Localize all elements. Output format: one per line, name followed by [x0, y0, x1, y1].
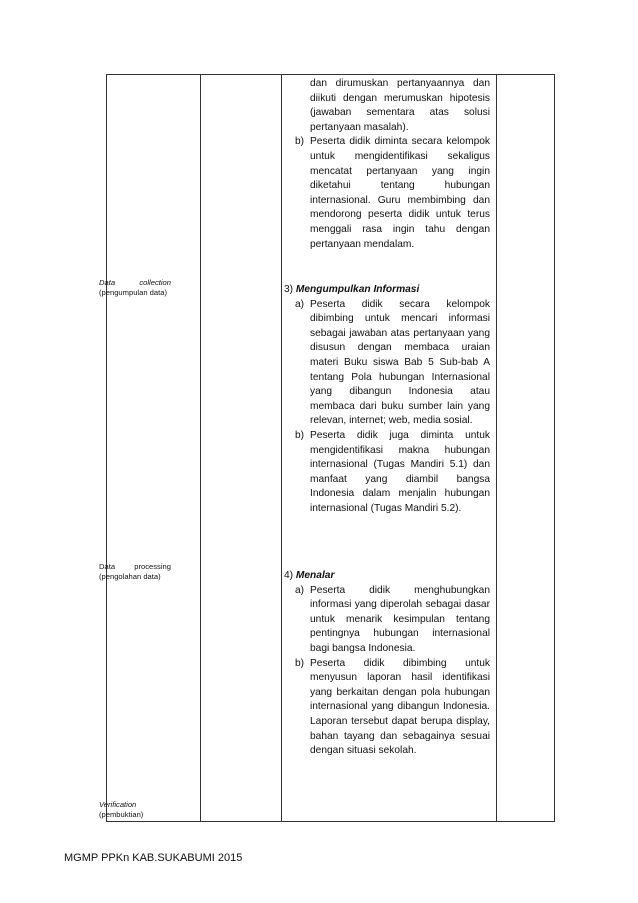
phase-sub: (pembuktian) [99, 810, 144, 819]
list-item [284, 135, 490, 252]
section-mengumpulkan-informasi [284, 283, 490, 517]
item-label: b) [294, 657, 304, 669]
item-text: Peserta didik menghubungkan informasi yang diperolah sebagai dasar untuk menarik kesimpulan tentang pentingnya hubungan internasional bagi bangsa Indonesia. [310, 584, 490, 654]
item-label: b) [294, 136, 304, 148]
item-label: b) [294, 429, 304, 441]
section-heading: Mengumpulkan Informasi [295, 284, 420, 295]
column-divider [496, 75, 497, 821]
list-item [284, 77, 490, 135]
section-title [284, 569, 490, 584]
item-text: Peserta didik juga diminta untuk mengidentifikasi makna hubungan internasional (Tugas Mandiri 5.1) dan manfaat yang diambil bangsa Indonesia dalam menjalin hubungan internasional (Tugas Mandiri 5.2). [310, 429, 490, 514]
item-text: Peserta didik diminta secara kelompok untuk mengidentifikasi sekaligus mencatat pertanyaan yang ingin diketahui tentang hubungan internasional. Guru membimbing dan mendorong peserta didik untuk terus menggali rasa ingin tahu dengan pertanyaan mendalam. [310, 136, 490, 250]
continued-text: dan dirumuskan pertanyaannya dan diikuti dengan merumuskan hipotesis (jawaban sementara atas solusi pertanyaan masalah). [310, 78, 490, 133]
content-top [284, 77, 490, 252]
list-item [284, 657, 490, 759]
list-item [284, 429, 490, 517]
phase-name: Data collection [99, 278, 171, 287]
phase-sub: (pengolahan data) [99, 572, 161, 581]
list-item [284, 584, 490, 657]
item-label: a) [294, 298, 304, 310]
section-title [284, 283, 490, 298]
page-footer: MGMP PPKn KAB.SUKABUMI 2015 [64, 852, 243, 864]
phase-verification [99, 800, 171, 820]
item-text: Peserta didik secara kelompok dibimbing untuk mencari informasi sebagai jawaban atas pertanyaan yang disusun dengan membaca uraian materi Buku siswa Bab 5 Sub-bab A tentang Pola hubungan Internasional yang dibangun Indonesia atau membaca dari buku sumber lain yang relevan, internet; web, media sosial. [310, 298, 490, 427]
list-item [284, 298, 490, 429]
item-text: Peserta didik dibimbing untuk menyusun laporan hasil identifikasi yang berkaitan dengan pola hubungan internasional yang dibangun Indonesia. Laporan tersebut dapat berupa display, bahan tayang dan sebagainya sesuai dengan situasi sekolah. [310, 657, 490, 757]
section-number: 3) [284, 284, 294, 295]
section-menalar [284, 569, 490, 759]
phase-name: Data processing [99, 562, 171, 571]
phase-sub: (pengumpulan data) [99, 288, 167, 297]
phase-data-collection [99, 278, 171, 298]
column-divider [200, 75, 201, 821]
section-heading: Menalar [295, 570, 335, 581]
phase-name: Verification [99, 800, 137, 809]
column-divider [281, 75, 282, 821]
section-number: 4) [284, 570, 294, 581]
phase-data-processing [99, 562, 171, 582]
item-label: a) [294, 584, 304, 596]
